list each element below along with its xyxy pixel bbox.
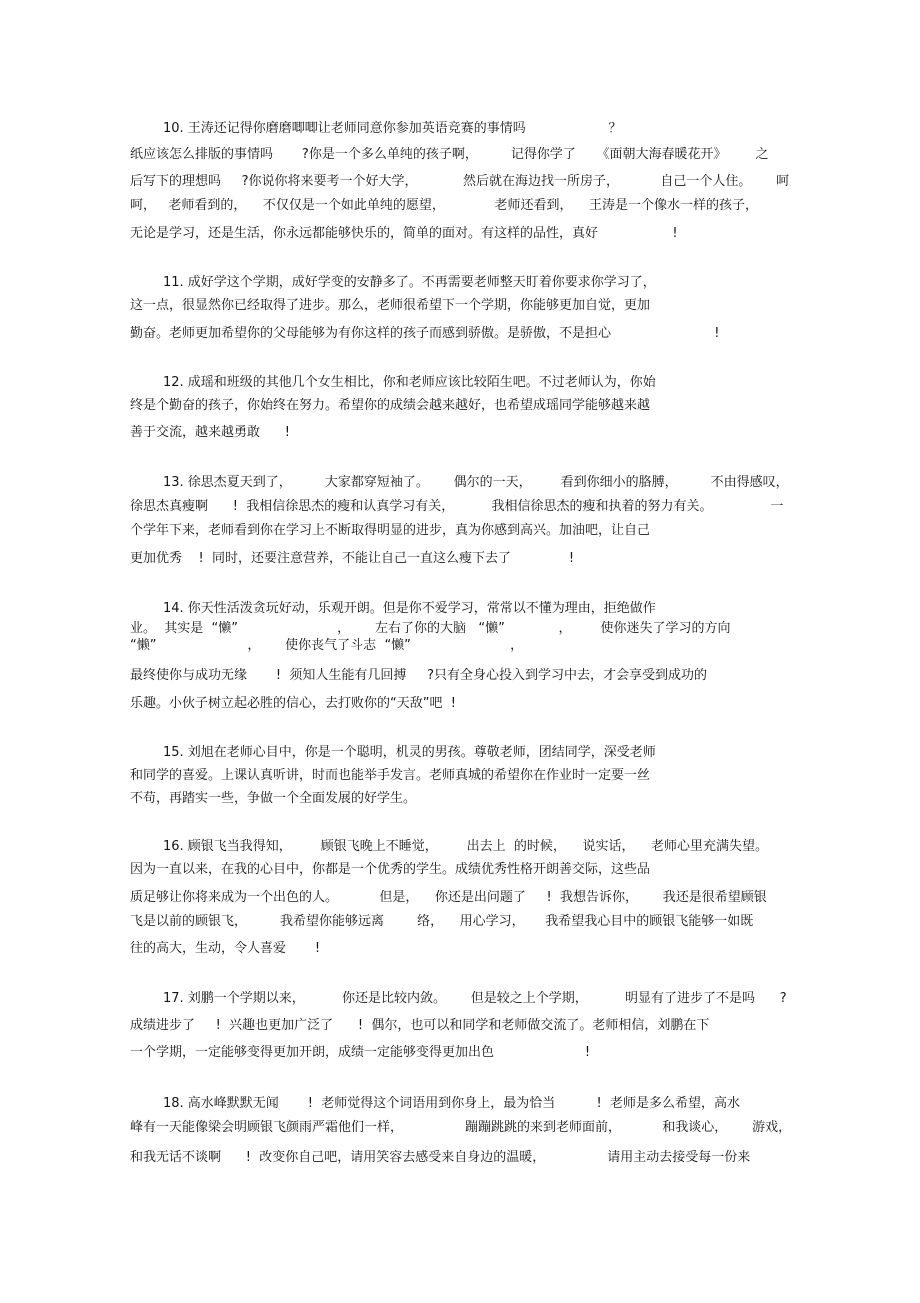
text-line: 往的高大，生动，令人喜爱 ! — [130, 941, 321, 956]
text-line: 最终使你与成功无缘 ! 须知人生能有几回搏 ?只有全身心投入到学习中去，才会享受到成功的 — [130, 668, 707, 683]
text-line: 14. 你天性活泼贪玩好动，乐观开朗。但是你不爱学习，常常以不懂为理由，拒绝做作 — [163, 601, 656, 616]
text-line: 飞是以前的顾银飞， 我希望你能够远离 络， 用心学习， 我希望我心目中的顾银飞能够一如既 — [130, 914, 754, 929]
text-line: 质足够让你将来成为一个出色的人。 但是， 你还是出问题了 ! 我想告诉你， 我还是很希望顾银 — [130, 890, 767, 905]
text-line: 和同学的喜爱。上课认真听讲，时而也能举手发言。老师真城的希望你在作业时一定要一丝 — [130, 768, 651, 783]
text-line: 成绩进步了 ! 兴趣也更加广泛了 ! 偶尔，也可以和同学和老师做交流了。老师相信，刘鹏在下 — [130, 1018, 710, 1033]
text-line: 10. 王涛还记得你磨磨唧唧让老师同意你参加英语竞赛的事情吗 ？ — [163, 121, 622, 136]
text-line: 乐趣。小伙子树立起必胜的信心，去打败你的“天敌”吧 ! — [130, 696, 456, 711]
text-line: 一个学期，一定能够变得更加开朗，成绩一定能够变得更加出色 ! — [130, 1045, 591, 1060]
text-line: 勤奋。老师更加希望你的父母能够为有你这样的孩子而感到骄傲。是骄傲，不是担心 ! — [130, 326, 720, 341]
text-line: 18. 高水峰默默无闻 ! 老师觉得这个词语用到你身上，最为恰当 ! 老师是多么希望，高水 — [163, 1096, 741, 1111]
text-line: 这一点，很显然你已经取得了进步。那么，老师很希望下一个学期，你能够更加自觉，更加 — [130, 298, 651, 313]
text-line: 更加优秀 ! 同时，还要注意营养，不能让自己一直这么瘦下去了 ! — [130, 551, 575, 566]
text-line: 无论是学习，还是生活，你永远都能够快乐的，简单的面对。有这样的品性，真好 ! — [130, 226, 678, 241]
text-line: 业。 其实是 “懒” ， 左右了你的大脑 “懒” ， 使你迷失了学习的方向 — [130, 621, 731, 636]
text-line: “懒” ， 使你丧气了斗志 “懒” ， — [130, 638, 524, 653]
text-line: 17. 刘鹏一个学期以来， 你还是比较内敛。 但是较之上个学期， 明显有了进步了不是吗 ? — [163, 991, 787, 1006]
text-line: 不苟，再踏实一些，争做一个全面发展的好学生。 — [130, 791, 417, 806]
text-line: 因为一直以来，在我的心目中，你都是一个优秀的学生。成绩优秀性格开朗善交际，这些品 — [130, 862, 651, 877]
text-line: 呵， 老师看到的， 不仅仅是一个如此单纯的愿望， 老师还看到， 王涛是一个像水一样的孩子， — [130, 198, 759, 213]
text-line: 善于交流，越来越勇敢 ! — [130, 425, 291, 440]
text-line: 11. 成好学这个学期，成好学变的安静多了。不再需要老师整天盯着你要求你学习了， — [163, 275, 656, 290]
text-line: 16. 顾银飞当我得知， 顾银飞晚上不睡觉， 出去上 的时候， 说实话， 老师心里充满失望。 — [163, 839, 768, 854]
text-line: 和我无话不谈啊 ! 改变你自己吧，请用笑容去感受来自身边的温暖， 请用主动去接受每一份来 — [130, 1150, 751, 1165]
text-line: 终是个勤奋的孩子，你始终在努力。希望你的成绩会越来越好，也希望成瑶同学能够越来越 — [130, 398, 651, 413]
text-line: 13. 徐思杰夏天到了， 大家都穿短袖了。 偶尔的一天， 看到你细小的胳膊， 不由得感叹， — [163, 475, 789, 490]
text-line: 纸应该怎么排版的事情吗 ?你是一个多么单纯的孩子啊， 记得你学了 《面朝大海春暖花开》 之 — [130, 147, 769, 162]
text-line: 徐思杰真瘦啊 ! 我相信徐思杰的瘦和认真学习有关， 我相信徐思杰的瘦和执着的努力有关。 一 — [130, 499, 784, 514]
text-line: 12. 成瑶和班级的其他几个女生相比，你和老师应该比较陌生吧。不过老师认为，你始 — [163, 375, 656, 390]
text-line: 后写下的理想吗 ?你说你将来要考一个好大学， 然后就在海边找一所房子， 自己一个人住。 呵 — [130, 174, 790, 189]
text-line: 个学年下来，老师看到你在学习上不断取得明显的进步，真为你感到高兴。加油吧，让自己 — [130, 523, 651, 538]
text-line: 15. 刘旭在老师心目中，你是一个聪明，机灵的男孩。尊敬老师，团结同学，深受老师 — [163, 745, 656, 760]
text-line: 峰有一天能像梁会明顾银飞颜雨严霜他们一样， 蹦蹦跳跳的来到老师面前， 和我谈心， 游戏， — [130, 1120, 792, 1135]
